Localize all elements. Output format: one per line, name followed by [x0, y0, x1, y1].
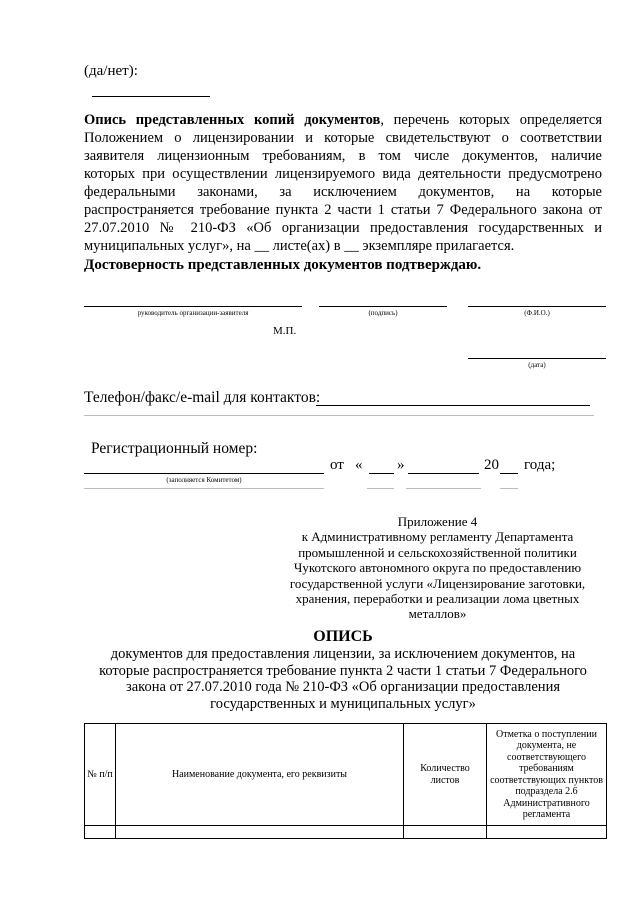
appendix-line: к Административному регламенту Департамента: [301, 529, 574, 545]
registration-number-line[interactable]: [84, 473, 324, 474]
contacts-label: Телефон/факс/e-mail для контактов:: [84, 389, 321, 406]
inventory-line: 27.07.2010 № 210-ФЗ «Об организации предоставления государственных и: [84, 220, 602, 236]
head-signature-line[interactable]: [84, 306, 302, 307]
subtitle-line: государственных и муниципальных услуг»: [210, 695, 476, 712]
inventory-line: муниципальных услуг», на __ листе(ах) в __ экземпляре прилагается.: [84, 238, 515, 254]
registration-label: Регистрационный номер:: [91, 440, 258, 457]
inventory-table: [84, 723, 607, 839]
inventory-line: распространяется требование пункта 2 части 1 статьи 7 Федерального закона от: [84, 202, 602, 218]
registration-faint-line: [84, 488, 324, 489]
inventory-title: ОПИСЬ: [313, 628, 373, 645]
cell-count[interactable]: [404, 826, 487, 839]
fio-line[interactable]: [468, 306, 606, 307]
year-line[interactable]: [500, 473, 518, 474]
inventory-subtitle: [84, 646, 602, 712]
subtitle-line: которые распространяется требование пункта 2 части 1 статьи 7 Федерального: [99, 662, 587, 679]
year-prefix: 20: [484, 457, 499, 473]
table-row: [85, 826, 607, 839]
month-faint-line: [406, 488, 481, 489]
stamp-place: М.П.: [273, 325, 297, 337]
header-num: № п/п: [85, 724, 116, 826]
inventory-lead: Опись представленных копий документов: [84, 112, 381, 128]
inventory-line: заявителя лицензионным требованиям, в том числе документов, наличие: [84, 148, 602, 164]
cell-mark[interactable]: [487, 826, 607, 839]
appendix-line: Приложение 4: [397, 514, 478, 529]
inventory-line: федеральными законами, за исключением документов, на которые: [84, 184, 602, 200]
cell-num[interactable]: [85, 826, 116, 839]
header-mark: Отметка о поступлении документа, не соответствующего требованиям соответствующих пунктов подраздела 2.6 Административного регламента: [487, 724, 607, 826]
subtitle-line: закона от 27.07.2010 года № 210-ФЗ «Об организации предоставления: [125, 679, 561, 695]
inventory-paragraph: [84, 111, 602, 255]
head-caption: руководитель организации-заявителя: [137, 309, 249, 317]
day-faint-line: [367, 488, 394, 489]
year-faint-line: [500, 488, 518, 489]
registration-caption: (заполняется Комитетом): [166, 476, 242, 484]
sign-caption: (подпись): [368, 309, 398, 317]
appendix-line: Чукотского автономного округа по предоставлению: [293, 560, 582, 576]
month-line[interactable]: [408, 473, 479, 474]
table-header-row: [85, 724, 607, 826]
header-count: Количество листов: [404, 724, 487, 826]
inventory-line-1: [84, 111, 602, 129]
contacts-line[interactable]: [316, 405, 590, 406]
yes-no-answer-line[interactable]: [92, 96, 210, 97]
quote-open: «: [355, 457, 363, 473]
inventory-line: которых при осуществлении лицензируемого вида деятельности предусмотрено: [84, 166, 602, 182]
confirmation-statement: Достоверность представленных документов подтверждаю.: [84, 257, 482, 273]
appendix-block: [280, 514, 595, 622]
fio-caption: (Ф.И.О.): [524, 309, 550, 317]
appendix-line: государственной услуги «Лицензирование заготовки,: [289, 575, 586, 591]
yes-no-label: (да/нет):: [84, 63, 138, 79]
subtitle-line: документов для предоставления лицензии, за исключением документов, на: [110, 646, 576, 662]
date-line[interactable]: [468, 358, 606, 359]
quote-close: »: [397, 457, 405, 473]
appendix-line: промышленной и сельскохозяйственной политики: [298, 544, 577, 560]
cell-name[interactable]: [116, 826, 404, 839]
header-name: Наименование документа, его реквизиты: [116, 724, 404, 826]
date-caption: (дата): [528, 361, 546, 369]
sign-line[interactable]: [319, 306, 447, 307]
contacts-underline-faint: [84, 415, 594, 416]
registration-from: от: [330, 457, 344, 473]
appendix-line: хранения, переработки и реализации лома цветных: [295, 591, 580, 607]
year-suffix: года;: [524, 457, 556, 473]
inventory-line: Положением о лицензировании и которые свидетельствуют о соответствии: [84, 130, 602, 146]
inventory-line-1-rest: , перечень которых определяется: [380, 112, 602, 128]
day-line[interactable]: [369, 473, 394, 474]
appendix-line: металлов»: [408, 606, 467, 622]
